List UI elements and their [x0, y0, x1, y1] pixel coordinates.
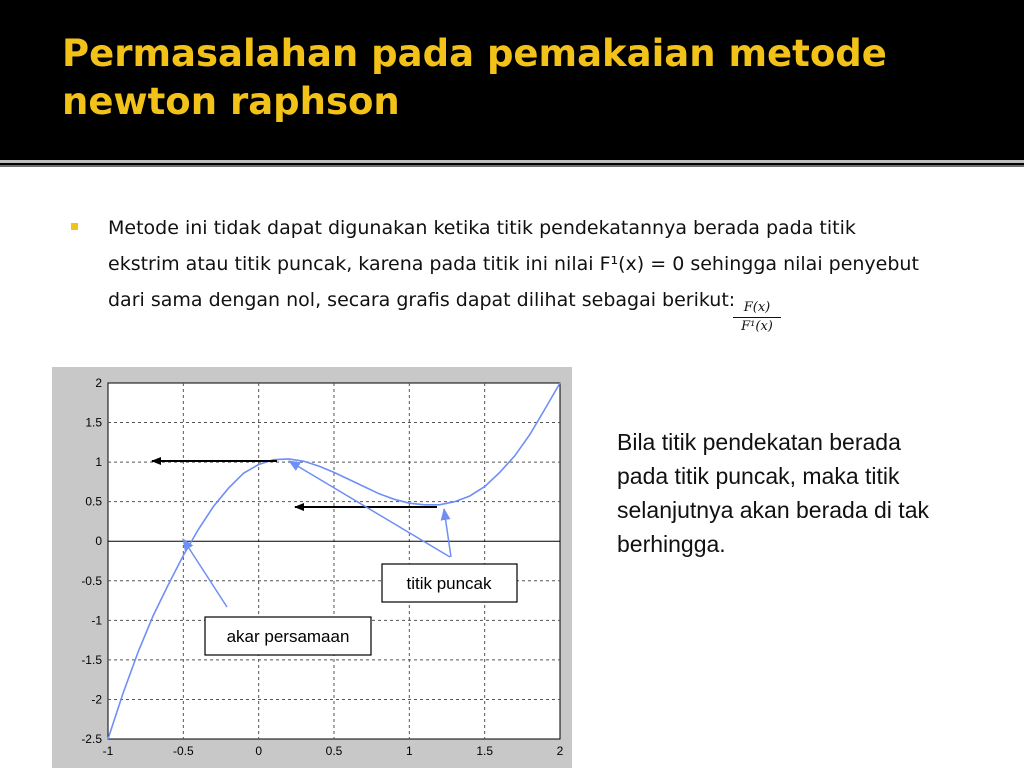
y-tick-label: 0.5 [85, 494, 102, 509]
side-note: Bila titik pendekatan berada pada titik puncak, maka titik selanjutnya akan berada di tak berhingga. [617, 429, 929, 557]
title-divider [0, 160, 1024, 163]
x-tick-label: 0 [255, 744, 263, 758]
x-tick-label: -1 [102, 744, 114, 758]
y-tick-label: -0.5 [81, 573, 102, 588]
annotation-peak-label: titik puncak [406, 574, 492, 593]
x-tick-label: 1.5 [476, 744, 494, 758]
y-tick-label: 0 [95, 534, 102, 549]
title-bar [0, 0, 1024, 160]
bullet-text: Metode ini tidak dapat digunakan ketika titik pendekatannya berada pada titik ekstrim atau titik puncak, karena pada titik ini nilai F¹(x) = 0 sehingga nilai penyebut dari sama dengan nol, secara grafis dapat dilihat sebagai berikut: [108, 217, 919, 311]
y-tick-label: -1.5 [81, 652, 102, 667]
fraction-formula [733, 300, 781, 335]
y-tick-label: -1 [91, 613, 102, 628]
y-tick-label: -2.5 [81, 732, 102, 746]
annotation-root [205, 617, 371, 655]
y-tick-label: 1.5 [85, 415, 102, 430]
chart-panel [52, 367, 572, 768]
annotation-peak [382, 564, 517, 602]
fraction-bar [733, 317, 781, 318]
y-tick-label: 1 [95, 455, 102, 470]
newton-raphson-chart [52, 367, 572, 768]
fraction-denominator: F¹(x) [741, 319, 773, 334]
x-tick-label: 2 [556, 744, 564, 758]
x-tick-label: 1 [405, 744, 413, 758]
fraction-numerator: F(x) [743, 300, 771, 315]
annotation-root-label: akar persamaan [226, 627, 350, 646]
x-tick-label: -0.5 [172, 744, 194, 758]
y-tick-label: -2 [91, 692, 102, 707]
bullet-marker-icon [71, 223, 78, 230]
x-tick-label: 0.5 [325, 744, 343, 758]
y-tick-label: 2 [95, 376, 102, 390]
slide-title: Permasalahan pada pemakaian metode newton raphson [62, 32, 887, 123]
